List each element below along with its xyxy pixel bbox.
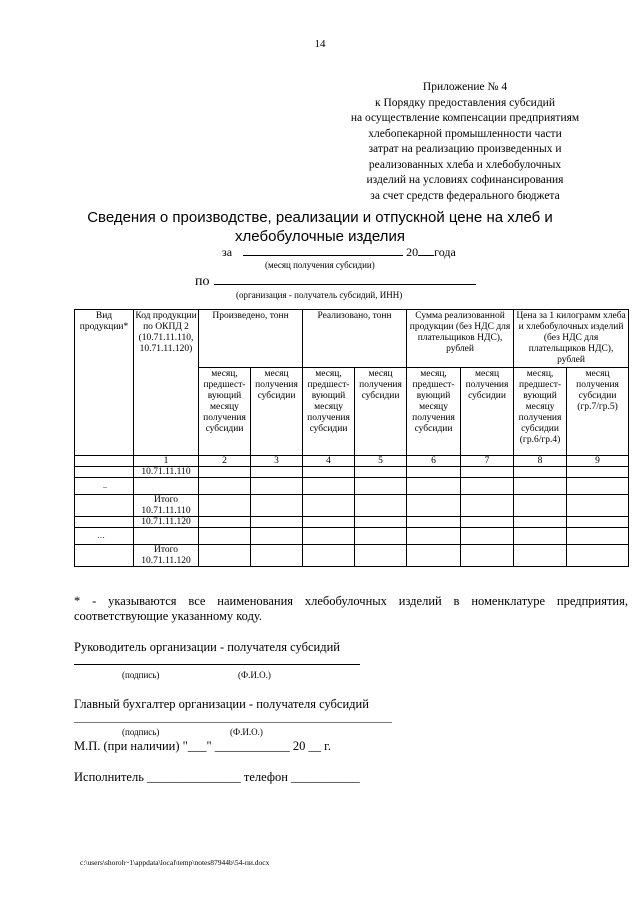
header-cena: Цена за 1 килограмм хлеба и хлебобулочных изделий (без НДС для плательщиков НДС), рублей [514,310,629,368]
head-fio-caption: (Ф.И.О.) [238,670,271,680]
cell-kod: 10.71.11.110 [134,467,199,478]
subheader-prev-month: месяц, предшест-вующий месяцу получения субсидии [407,368,461,456]
appendix-header [330,80,600,204]
accountant-podpis-caption: (подпись) [122,727,160,737]
cell-value[interactable] [303,528,355,545]
appendix-line: реализованных хлеба и хлебобулочных [368,158,562,171]
cell-value[interactable] [251,495,303,517]
table-row [75,528,629,545]
cell-value[interactable] [461,495,514,517]
column-number: 4 [303,456,355,467]
cell-value[interactable] [407,495,461,517]
cell-value[interactable] [461,467,514,478]
accountant-fio-caption: (Ф.И.О.) [230,727,263,737]
cell-value[interactable] [251,545,303,567]
appendix-line: к Порядку предоставления субсидий [375,96,555,109]
table-row [75,517,629,528]
cell-value[interactable] [355,467,407,478]
cell-kod: Итого 10.71.11.120 [134,545,199,567]
cell-value[interactable] [199,467,251,478]
cell-value[interactable] [567,467,629,478]
cell-kod [134,478,199,495]
column-number: 3 [251,456,303,467]
head-signature-line[interactable] [74,664,360,665]
cell-value[interactable] [514,467,567,478]
title-line-1: Сведения о производстве, реализации и отпускной цене на хлеб и [87,209,553,226]
cell-value[interactable] [407,467,461,478]
column-number: 8 [514,456,567,467]
cell-value[interactable] [355,478,407,495]
cell-value[interactable] [199,478,251,495]
head-title: Руководитель организации - получателя субсидий [74,640,340,654]
stamp-date-line[interactable]: М.П. (при наличии) "___" ____________ 20 __ г. [74,739,331,753]
cell-value[interactable] [567,478,629,495]
cell-value[interactable] [199,545,251,567]
cell-value[interactable] [461,517,514,528]
header-realizovano: Реализовано, тонн [303,310,407,368]
appendix-line: на осуществление компенсации предприятиям [350,112,580,124]
column-number: 9 [567,456,629,467]
cell-vid[interactable] [75,495,134,517]
cell-value[interactable] [567,528,629,545]
cell-value[interactable] [355,528,407,545]
table-row [75,467,629,478]
subheader-prev-month: месяц, предшест-вующий месяцу получения субсидии [303,368,355,456]
footnote: * - указываются все наименования хлебобулочных изделий в номенклатуре предприятия, соответствующие указанному коду. [74,594,628,623]
accountant-title: Главный бухгалтер организации - получателя субсидий [74,697,369,711]
cell-value[interactable] [251,478,303,495]
appendix-line: за счет средств федерального бюджета [370,189,560,202]
cell-value[interactable] [407,517,461,528]
header-vid: Вид продукции* [75,310,134,456]
file-path: c:\users\shoroh~1\appdata\local\temp\notes87944b\54-пи.docx [80,858,270,867]
table-row [75,545,629,567]
period-caption: (месяц получения субсидии) [265,260,375,270]
cell-value[interactable] [514,545,567,567]
column-numbers-row [75,456,629,467]
column-number: 7 [461,456,514,467]
cell-value[interactable] [514,517,567,528]
column-number: 1 [134,456,199,467]
document-title [60,208,580,246]
cell-value[interactable] [303,495,355,517]
cell-value[interactable] [303,517,355,528]
cell-value[interactable] [407,528,461,545]
period-month-blank[interactable] [243,255,403,256]
cell-vid[interactable]: … [75,528,134,545]
header-kod: Код продукции по ОКПД 2 (10.71.11.110, 10.71.11.120) [134,310,199,456]
period-suffix: года [434,245,456,259]
cell-value[interactable] [355,517,407,528]
table-row [75,495,629,517]
cell-value[interactable] [461,478,514,495]
cell-vid[interactable] [75,467,134,478]
period-year: 20 [406,245,419,259]
cell-value[interactable] [199,495,251,517]
cell-value[interactable] [303,478,355,495]
cell-vid[interactable] [75,517,134,528]
org-blank[interactable] [214,271,476,285]
column-number: 2 [199,456,251,467]
cell-value[interactable] [355,545,407,567]
subheader-subsidy-month: месяц получения субсидии [461,368,514,456]
column-number: 5 [355,456,407,467]
cell-kod: 10.71.11.120 [134,517,199,528]
appendix-line: затрат на реализацию произведенных и [368,143,562,155]
title-line-2: хлебобулочные изделия [235,228,405,245]
subheader-price-subsidy: месяц получения субсидии (гр.7/гр.5) [567,368,629,456]
appendix-line: хлебопекарной промышленности части [368,127,562,140]
cell-vid[interactable]: .. [75,478,134,495]
org-caption: (организация - получатель субсидий, ИНН) [236,290,403,300]
period-year-blank[interactable] [418,255,434,256]
cell-value[interactable] [355,495,407,517]
period-field [222,245,456,260]
cell-value[interactable] [199,528,251,545]
org-prefix: по [195,274,210,289]
org-field [195,271,476,290]
cell-value[interactable] [461,528,514,545]
data-table [74,309,629,567]
subheader-subsidy-month: месяц получения субсидии [355,368,407,456]
cell-value[interactable] [567,545,629,567]
cell-kod [134,528,199,545]
head-podpis-caption: (подпись) [122,670,160,680]
page-number: 14 [314,38,326,50]
cell-value[interactable] [514,528,567,545]
subheader-price-prev: месяц, предшест-вующий месяцу получения субсидии (гр.6/гр.4) [514,368,567,456]
appendix-line: изделий на условиях софинансирования [366,174,564,186]
table-row [75,478,629,495]
executor-phone-line[interactable]: Исполнитель _______________ телефон ___________ [74,770,360,784]
cell-value[interactable] [303,467,355,478]
cell-value[interactable] [514,495,567,517]
subheader-prev-month: месяц, предшест-вующий месяцу получения субсидии [199,368,251,456]
cell-value[interactable] [251,528,303,545]
cell-value[interactable] [303,545,355,567]
cell-vid[interactable] [75,545,134,567]
accountant-signature-line[interactable] [74,722,392,723]
column-number [75,456,134,467]
cell-value[interactable] [199,517,251,528]
cell-value[interactable] [251,517,303,528]
cell-value[interactable] [461,545,514,567]
subheader-subsidy-month: месяц получения субсидии [251,368,303,456]
header-summa: Сумма реализованной продукции (без НДС для плательщиков НДС), рублей [407,310,514,368]
appendix-line: Приложение № 4 [422,81,508,93]
cell-kod: Итого 10.71.11.110 [134,495,199,517]
period-prefix: за [222,245,233,259]
header-proizvedeno: Произведено, тонн [199,310,303,368]
cell-value[interactable] [251,467,303,478]
cell-value[interactable] [567,517,629,528]
cell-value[interactable] [407,545,461,567]
cell-value[interactable] [514,478,567,495]
column-number: 6 [407,456,461,467]
cell-value[interactable] [567,495,629,517]
cell-value[interactable] [407,478,461,495]
